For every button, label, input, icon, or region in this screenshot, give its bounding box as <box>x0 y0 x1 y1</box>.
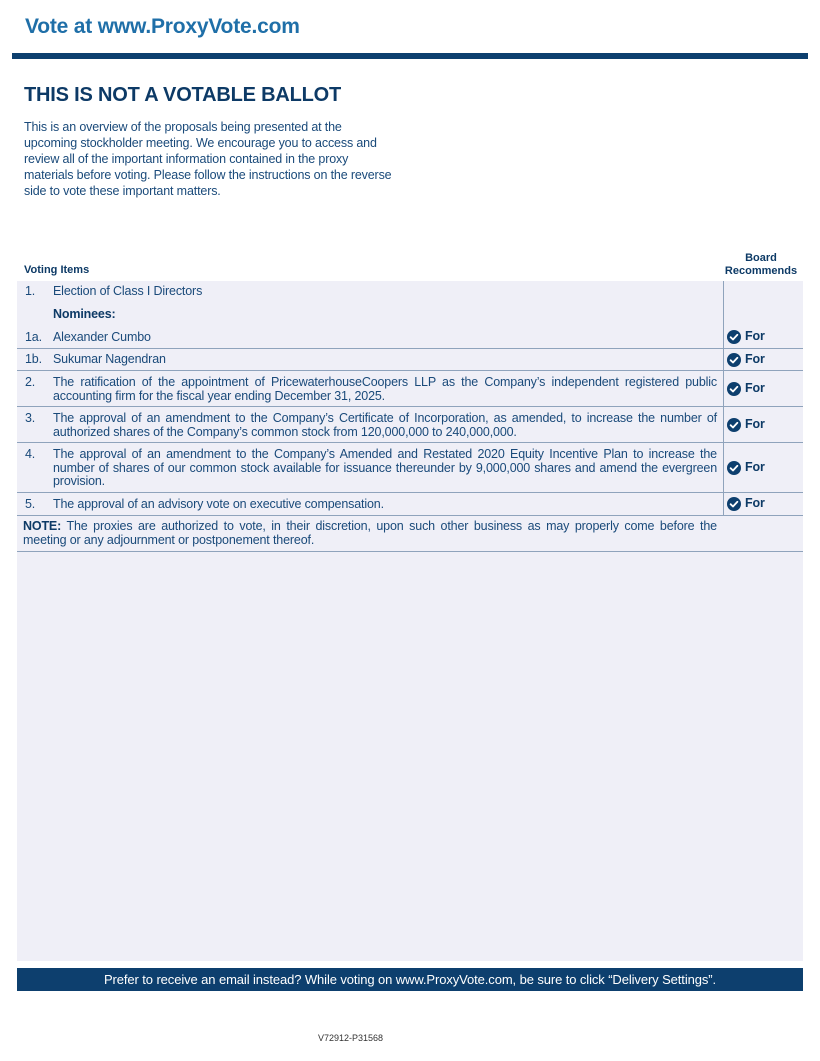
recommendation-label: For <box>745 417 765 432</box>
recommendation-label: For <box>745 496 765 511</box>
item-text: Alexander Cumbo <box>53 330 151 344</box>
board-header-line1: Board <box>745 252 777 264</box>
recommendation-label: For <box>745 381 765 396</box>
check-circle-icon <box>727 418 741 432</box>
voting-item-1b <box>17 349 803 371</box>
recommendation <box>727 418 765 432</box>
ballot-title: THIS IS NOT A VOTABLE BALLOT <box>24 84 341 106</box>
item-number: 3. <box>25 411 36 425</box>
check-circle-icon <box>727 382 741 396</box>
document-code: V72912-P31568 <box>318 1033 384 1043</box>
recommendation-label: For <box>745 329 765 344</box>
check-circle-icon <box>727 461 741 475</box>
note-text <box>23 520 717 547</box>
item-text: The approval of an amendment to the Company’s Amended and Restated 2020 Equity Incentive Plan to increase the number of shares of our common stock available for issuance thereunder by 9,000,000 shares and amend the evergreen provision. <box>53 447 717 488</box>
recommendation <box>727 497 765 511</box>
voting-items-panel <box>17 281 803 961</box>
voting-item-5 <box>17 493 803 516</box>
recommendation <box>727 353 765 367</box>
recommendation <box>727 461 765 475</box>
note-divider <box>17 551 803 552</box>
item-text: The approval of an advisory vote on executive compensation. <box>53 497 384 511</box>
voting-item-2 <box>17 371 803 407</box>
item-text: The ratification of the appointment of PricewaterhouseCoopers LLP as the Company’s independent registered public accounting firm for the fiscal year ending December 31, 2025. <box>53 375 717 403</box>
recommendation <box>727 330 765 344</box>
recommendation <box>727 382 765 396</box>
check-circle-icon <box>727 330 741 344</box>
check-circle-icon <box>727 497 741 511</box>
voting-item-1a <box>17 326 803 349</box>
voting-item-3 <box>17 407 803 443</box>
recommendation-label: For <box>745 460 765 475</box>
header-rule <box>12 53 808 59</box>
item-number: 2. <box>25 375 36 389</box>
item-text: Election of Class I Directors <box>53 284 203 298</box>
voting-item-1 <box>17 285 803 303</box>
header-title[interactable]: Vote at www.ProxyVote.com <box>25 15 300 38</box>
item-text: Sukumar Nagendran <box>53 352 166 366</box>
board-header-line2: Recommends <box>724 265 798 277</box>
item-number: 4. <box>25 447 36 461</box>
note-label: NOTE: <box>23 519 62 533</box>
nominees-label: Nominees: <box>53 307 116 321</box>
check-circle-icon <box>727 353 741 367</box>
note-body: The proxies are authorized to vote, in their discretion, upon such other business as may properly come before the meeting or any adjournment or postponement thereof. <box>23 519 717 547</box>
intro-text: This is an overview of the proposals being presented at the upcoming stockholder meeting. We encourage you to access and review all of the important information contained in the proxy materials before voting. Please follow the instructions on the reverse side to vote these important matters. <box>24 120 392 198</box>
item-number: 1. <box>25 284 36 298</box>
item-number: 1b. <box>25 352 42 366</box>
item-number: 5. <box>25 497 36 511</box>
nominees-label-row <box>17 308 803 326</box>
voting-item-4 <box>17 443 803 493</box>
recommendation-label: For <box>745 352 765 367</box>
item-text: The approval of an amendment to the Company’s Certificate of Incorporation, as amended, to increase the number of authorized shares of the Company’s common stock from 120,000,000 to 240,000,000. <box>53 411 717 439</box>
delivery-settings-banner: Prefer to receive an email instead? While voting on www.ProxyVote.com, be sure to click “Delivery Settings”. <box>17 968 803 991</box>
item-number: 1a. <box>25 330 42 344</box>
voting-items-header: Voting Items <box>24 264 90 276</box>
board-recommends-header <box>720 252 802 278</box>
